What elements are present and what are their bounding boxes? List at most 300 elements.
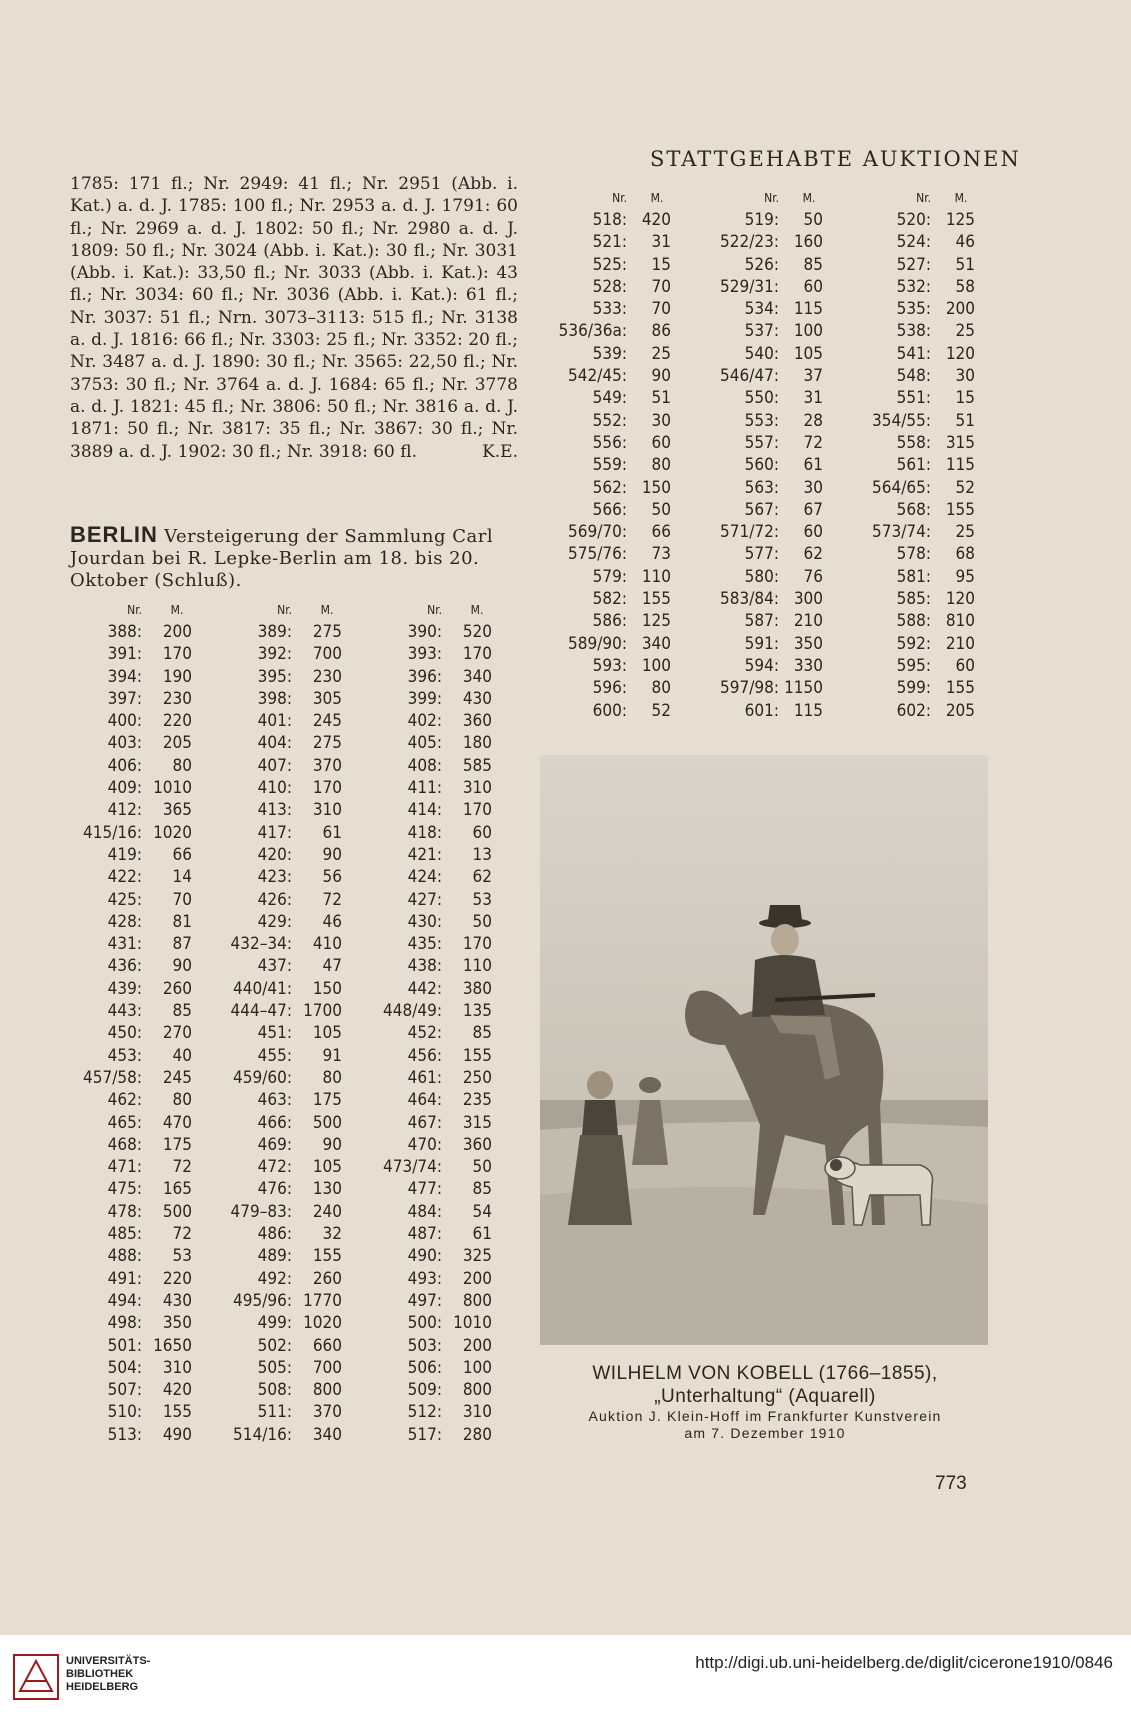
lot-number: 581: — [896, 566, 931, 587]
lot-number: 451: — [257, 1023, 292, 1044]
header-nr: Nr. — [277, 603, 292, 617]
lot-price: 125 — [945, 210, 975, 230]
lot-number: 463: — [257, 1090, 292, 1111]
header-m: M. — [170, 603, 184, 617]
lot-number: 534: — [744, 299, 779, 320]
lot-number: 421: — [407, 844, 442, 865]
table-row — [62, 1424, 512, 1446]
lot-price: 30 — [803, 477, 823, 498]
table-row — [535, 477, 991, 499]
lot-price: 315 — [945, 432, 975, 453]
table-row — [535, 610, 991, 632]
lot-number: 399: — [407, 688, 442, 709]
lot-price: 1020 — [303, 1313, 342, 1334]
lot-number: 573/74: — [872, 522, 931, 543]
table-row — [62, 732, 512, 754]
lot-number: 401: — [257, 711, 292, 732]
lot-number: 493: — [407, 1268, 442, 1289]
lot-number: 552: — [592, 410, 627, 431]
berlin-auction-heading — [70, 524, 518, 592]
lot-price: 200 — [462, 1268, 492, 1289]
lot-number: 455: — [257, 1045, 292, 1066]
lot-number: 542/45: — [568, 366, 627, 387]
lot-price: 380 — [462, 978, 492, 999]
caption-title: WILHELM VON KOBELL (1766–1855), „Unterhaltung“ (Aquarell) — [592, 1363, 938, 1407]
lot-price: 85 — [472, 1179, 492, 1200]
lot-number: 537: — [744, 321, 779, 342]
table-row — [535, 543, 991, 565]
lot-price: 120 — [945, 589, 975, 610]
lot-number: 489: — [257, 1246, 292, 1267]
lot-price: 56 — [322, 867, 342, 888]
lot-price: 275 — [312, 733, 342, 754]
lot-number: 505: — [257, 1357, 292, 1378]
lot-price: 60 — [803, 276, 823, 297]
lot-price: 30 — [955, 366, 975, 387]
lot-price: 170 — [462, 644, 492, 665]
table-row — [62, 1156, 512, 1178]
lot-price: 62 — [803, 544, 823, 565]
lot-number: 440/41: — [233, 978, 292, 999]
table-row — [62, 1290, 512, 1312]
lot-number: 477: — [407, 1179, 442, 1200]
lot-price: 350 — [793, 633, 823, 654]
header-nr: Nr. — [427, 603, 442, 617]
lot-number: 442: — [407, 978, 442, 999]
lot-price: 50 — [651, 499, 671, 520]
lot-number: 391: — [107, 644, 142, 665]
table-row — [62, 666, 512, 688]
lot-price: 15 — [955, 388, 975, 409]
lot-number: 395: — [257, 666, 292, 687]
lot-number: 488: — [107, 1246, 142, 1267]
lot-number: 550: — [744, 388, 779, 409]
lot-price: 61 — [322, 822, 342, 843]
lot-price: 250 — [462, 1067, 492, 1088]
table-row — [62, 1357, 512, 1379]
lot-price: 80 — [651, 455, 671, 476]
table-row — [62, 933, 512, 955]
price-table-left — [62, 603, 512, 1446]
lot-price: 230 — [312, 666, 342, 687]
lot-price: 175 — [162, 1134, 192, 1155]
caption-auction: Auktion J. Klein-Hoff im Frankfurter Kunstverein — [588, 1408, 942, 1424]
lot-number: 520: — [896, 210, 931, 230]
lot-price: 135 — [462, 1001, 492, 1022]
lot-number: 420: — [257, 844, 292, 865]
header-m: M. — [320, 603, 334, 617]
lot-price: 810 — [945, 611, 975, 632]
lot-number: 548: — [896, 366, 931, 387]
lot-number: 405: — [407, 733, 442, 754]
lot-price: 315 — [462, 1112, 492, 1133]
table-row — [62, 621, 512, 643]
lot-price: 470 — [162, 1112, 192, 1133]
lot-number: 522/23: — [720, 232, 779, 253]
lot-number: 464: — [407, 1090, 442, 1111]
lot-number: 509: — [407, 1380, 442, 1401]
header-m: M. — [650, 191, 664, 205]
lot-number: 457/58: — [83, 1067, 142, 1088]
lot-number: 468: — [107, 1134, 142, 1155]
table-row — [62, 1312, 512, 1334]
lot-number: 569/70: — [568, 522, 627, 543]
header-m: M. — [802, 191, 816, 205]
lot-price: 310 — [162, 1357, 192, 1378]
lot-price: 76 — [803, 566, 823, 587]
lot-number: 556: — [592, 432, 627, 453]
lot-price: 190 — [162, 666, 192, 687]
lot-price: 51 — [651, 388, 671, 409]
lot-price: 520 — [462, 622, 492, 642]
lot-number: 478: — [107, 1201, 142, 1222]
lot-number: 389: — [257, 622, 292, 642]
lot-number: 563: — [744, 477, 779, 498]
table-row — [62, 1045, 512, 1067]
lot-price: 500 — [312, 1112, 342, 1133]
auction-description: Versteigerung der Sammlung Carl Jourdan bei R. Lepke-Berlin am 18. bis 20. Oktober (Schluß). — [70, 526, 494, 591]
lot-price: 87 — [172, 934, 192, 955]
lot-price: 170 — [312, 778, 342, 799]
lot-number: 503: — [407, 1335, 442, 1356]
table-row — [62, 1089, 512, 1111]
lot-number: 539: — [592, 343, 627, 364]
lot-price: 80 — [172, 755, 192, 776]
lot-price: 240 — [312, 1201, 342, 1222]
lot-number: 437: — [257, 956, 292, 977]
lot-number: 435: — [407, 934, 442, 955]
lot-price: 155 — [462, 1045, 492, 1066]
lot-price: 72 — [172, 1157, 192, 1178]
lot-number: 429: — [257, 911, 292, 932]
lot-price: 175 — [312, 1090, 342, 1111]
lot-number: 492: — [257, 1268, 292, 1289]
lot-price: 800 — [462, 1290, 492, 1311]
lot-number: 538: — [896, 321, 931, 342]
lot-price: 125 — [641, 611, 671, 632]
lot-price: 180 — [462, 733, 492, 754]
lot-price: 410 — [312, 934, 342, 955]
lot-price: 73 — [651, 544, 671, 565]
lot-number: 415/16: — [83, 822, 142, 843]
lot-number: 450: — [107, 1023, 142, 1044]
lot-number: 393: — [407, 644, 442, 665]
lot-number: 559: — [592, 455, 627, 476]
lot-number: 419: — [107, 844, 142, 865]
lot-price: 245 — [312, 711, 342, 732]
lot-price: 270 — [162, 1023, 192, 1044]
lot-price: 46 — [955, 232, 975, 253]
lot-number: 403: — [107, 733, 142, 754]
table-row — [535, 254, 991, 276]
lot-price: 53 — [172, 1246, 192, 1267]
lot-number: 431: — [107, 934, 142, 955]
lot-price: 490 — [162, 1424, 192, 1445]
lot-price: 260 — [312, 1268, 342, 1289]
lot-price: 80 — [322, 1067, 342, 1088]
table-row — [62, 643, 512, 665]
table-row — [535, 633, 991, 655]
lot-number: 501: — [107, 1335, 142, 1356]
table-row — [62, 1178, 512, 1200]
table-row — [62, 1401, 512, 1423]
lot-price: 50 — [472, 1157, 492, 1178]
header-m: M. — [470, 603, 484, 617]
lot-price: 61 — [803, 455, 823, 476]
lot-price: 340 — [312, 1424, 342, 1445]
lot-price: 360 — [462, 1134, 492, 1155]
table-row — [62, 710, 512, 732]
lot-price: 72 — [322, 889, 342, 910]
lot-price: 30 — [651, 410, 671, 431]
lot-number: 557: — [744, 432, 779, 453]
lot-number: 430: — [407, 911, 442, 932]
lot-price: 80 — [651, 678, 671, 699]
lot-price: 280 — [462, 1424, 492, 1445]
lot-number: 558: — [896, 432, 931, 453]
lot-price: 310 — [312, 800, 342, 821]
lot-number: 567: — [744, 499, 779, 520]
table-row — [62, 955, 512, 977]
lot-number: 591: — [744, 633, 779, 654]
lot-number: 579: — [592, 566, 627, 587]
lot-price: 28 — [803, 410, 823, 431]
lot-number: 540: — [744, 343, 779, 364]
lot-price: 310 — [462, 778, 492, 799]
lot-price: 52 — [651, 700, 671, 721]
table-row — [535, 677, 991, 699]
lot-price: 170 — [462, 800, 492, 821]
lot-price: 90 — [651, 366, 671, 387]
lot-price: 200 — [945, 299, 975, 320]
lot-number: 406: — [107, 755, 142, 776]
lot-number: 456: — [407, 1045, 442, 1066]
lot-number: 354/55: — [872, 410, 931, 431]
column-headers — [62, 603, 512, 621]
lot-number: 577: — [744, 544, 779, 565]
lot-price: 105 — [312, 1157, 342, 1178]
lot-price: 1010 — [153, 778, 192, 799]
lot-price: 350 — [162, 1313, 192, 1334]
lot-price: 420 — [641, 210, 671, 230]
lot-number: 511: — [257, 1402, 292, 1423]
lot-price: 40 — [172, 1045, 192, 1066]
lot-price: 170 — [162, 644, 192, 665]
table-row — [535, 454, 991, 476]
lot-number: 443: — [107, 1001, 142, 1022]
lot-number: 453: — [107, 1045, 142, 1066]
lot-price: 115 — [793, 299, 823, 320]
lot-price: 150 — [312, 978, 342, 999]
lot-number: 400: — [107, 711, 142, 732]
lot-price: 70 — [651, 299, 671, 320]
lot-number: 502: — [257, 1335, 292, 1356]
lot-number: 507: — [107, 1380, 142, 1401]
table-row — [535, 655, 991, 677]
lot-number: 498: — [107, 1313, 142, 1334]
lot-number: 471: — [107, 1157, 142, 1178]
lot-number: 495/96: — [233, 1290, 292, 1311]
lot-number: 594: — [744, 655, 779, 676]
lot-price: 200 — [462, 1335, 492, 1356]
lot-number: 484: — [407, 1201, 442, 1222]
lot-number: 571/72: — [720, 522, 779, 543]
lot-number: 596: — [592, 678, 627, 699]
lot-number: 462: — [107, 1090, 142, 1111]
lot-number: 578: — [896, 544, 931, 565]
lot-number: 472: — [257, 1157, 292, 1178]
illustration-caption — [530, 1362, 1000, 1442]
header-nr: Nr. — [127, 603, 142, 617]
lot-price: 120 — [945, 343, 975, 364]
lot-price: 50 — [472, 911, 492, 932]
lot-price: 210 — [945, 633, 975, 654]
signature: K.E. — [482, 441, 518, 462]
source-url-link[interactable]: http://digi.ub.uni-heidelberg.de/diglit/cicerone1910/0846 — [695, 1653, 1113, 1672]
lot-number: 518: — [592, 210, 627, 230]
lot-number: 486: — [257, 1224, 292, 1245]
lot-number: 510: — [107, 1402, 142, 1423]
university-seal-icon — [10, 1651, 62, 1703]
lot-number: 593: — [592, 655, 627, 676]
lot-price: 1700 — [303, 1001, 342, 1022]
lot-number: 417: — [257, 822, 292, 843]
lot-number: 497: — [407, 1290, 442, 1311]
lot-number: 402: — [407, 711, 442, 732]
table-row — [535, 521, 991, 543]
lot-price: 110 — [641, 566, 671, 587]
lot-price: 90 — [322, 844, 342, 865]
running-header: STATTGEHABTE AUKTIONEN — [650, 147, 1021, 171]
lot-price: 260 — [162, 978, 192, 999]
lot-price: 90 — [172, 956, 192, 977]
lot-price: 52 — [955, 477, 975, 498]
lot-number: 467: — [407, 1112, 442, 1133]
lot-number: 521: — [592, 232, 627, 253]
library-logo-text: UNIVERSITÄTS- BIBLIOTHEK HEIDELBERG — [66, 1655, 151, 1693]
table-row — [62, 889, 512, 911]
lot-number: 546/47: — [720, 366, 779, 387]
lot-number: 427: — [407, 889, 442, 910]
lot-price: 360 — [462, 711, 492, 732]
lot-number: 459/60: — [233, 1067, 292, 1088]
lot-number: 491: — [107, 1268, 142, 1289]
lot-number: 475: — [107, 1179, 142, 1200]
table-row — [535, 231, 991, 253]
lot-number: 599: — [896, 678, 931, 699]
table-row — [535, 410, 991, 432]
lot-price: 14 — [172, 867, 192, 888]
lot-number: 473/74: — [383, 1157, 442, 1178]
table-row — [535, 387, 991, 409]
lot-number: 512: — [407, 1402, 442, 1423]
lot-number: 529/31: — [720, 276, 779, 297]
lot-number: 589/90: — [568, 633, 627, 654]
lot-price: 340 — [462, 666, 492, 687]
lot-price: 150 — [641, 477, 671, 498]
lot-number: 390: — [407, 622, 442, 642]
lot-number: 528: — [592, 276, 627, 297]
table-row — [62, 1022, 512, 1044]
lot-price: 32 — [322, 1224, 342, 1245]
lot-price: 53 — [472, 889, 492, 910]
lot-price: 230 — [162, 688, 192, 709]
table-row — [62, 688, 512, 710]
lot-number: 490: — [407, 1246, 442, 1267]
lot-price: 58 — [955, 276, 975, 297]
lot-price: 46 — [322, 911, 342, 932]
table-row — [62, 978, 512, 1000]
table-row — [535, 209, 991, 231]
lot-price: 155 — [312, 1246, 342, 1267]
lot-number: 418: — [407, 822, 442, 843]
lot-number: 602: — [896, 700, 931, 721]
lot-price: 305 — [312, 688, 342, 709]
lot-number: 504: — [107, 1357, 142, 1378]
lot-number: 469: — [257, 1134, 292, 1155]
table-row — [62, 799, 512, 821]
lot-price: 155 — [641, 589, 671, 610]
lot-price: 72 — [172, 1224, 192, 1245]
lot-price: 86 — [651, 321, 671, 342]
lot-number: 575/76: — [568, 544, 627, 565]
lot-number: 553: — [744, 410, 779, 431]
lot-number: 527: — [896, 254, 931, 275]
lot-number: 564/65: — [872, 477, 931, 498]
lot-number: 476: — [257, 1179, 292, 1200]
lot-number: 583/84: — [720, 589, 779, 610]
lot-number: 428: — [107, 911, 142, 932]
table-row — [535, 365, 991, 387]
lot-price: 155 — [945, 678, 975, 699]
lot-number: 461: — [407, 1067, 442, 1088]
lot-price: 155 — [162, 1402, 192, 1423]
lot-number: 561: — [896, 455, 931, 476]
lot-price: 275 — [312, 622, 342, 642]
lot-price: 100 — [793, 321, 823, 342]
table-row — [62, 911, 512, 933]
lot-price: 90 — [322, 1134, 342, 1155]
column-headers — [535, 191, 991, 209]
lot-number: 409: — [107, 778, 142, 799]
lot-number: 404: — [257, 733, 292, 754]
lot-number: 601: — [744, 700, 779, 721]
lot-number: 549: — [592, 388, 627, 409]
lot-price: 160 — [793, 232, 823, 253]
lot-number: 414: — [407, 800, 442, 821]
lot-price: 500 — [162, 1201, 192, 1222]
lot-number: 424: — [407, 867, 442, 888]
header-nr: Nr. — [764, 191, 779, 205]
lot-price: 1650 — [153, 1335, 192, 1356]
lot-price: 800 — [312, 1380, 342, 1401]
table-row — [535, 276, 991, 298]
lot-price: 13 — [472, 844, 492, 865]
table-row — [62, 1134, 512, 1156]
table-row — [535, 499, 991, 521]
lot-number: 566: — [592, 499, 627, 520]
lot-price: 25 — [955, 321, 975, 342]
lot-price: 365 — [162, 800, 192, 821]
lot-price: 300 — [793, 589, 823, 610]
lot-number: 465: — [107, 1112, 142, 1133]
lot-number: 499: — [257, 1313, 292, 1334]
lot-price: 51 — [955, 254, 975, 275]
lot-price: 370 — [312, 755, 342, 776]
lot-price: 15 — [651, 254, 671, 275]
lot-price: 60 — [803, 522, 823, 543]
lot-price: 60 — [472, 822, 492, 843]
